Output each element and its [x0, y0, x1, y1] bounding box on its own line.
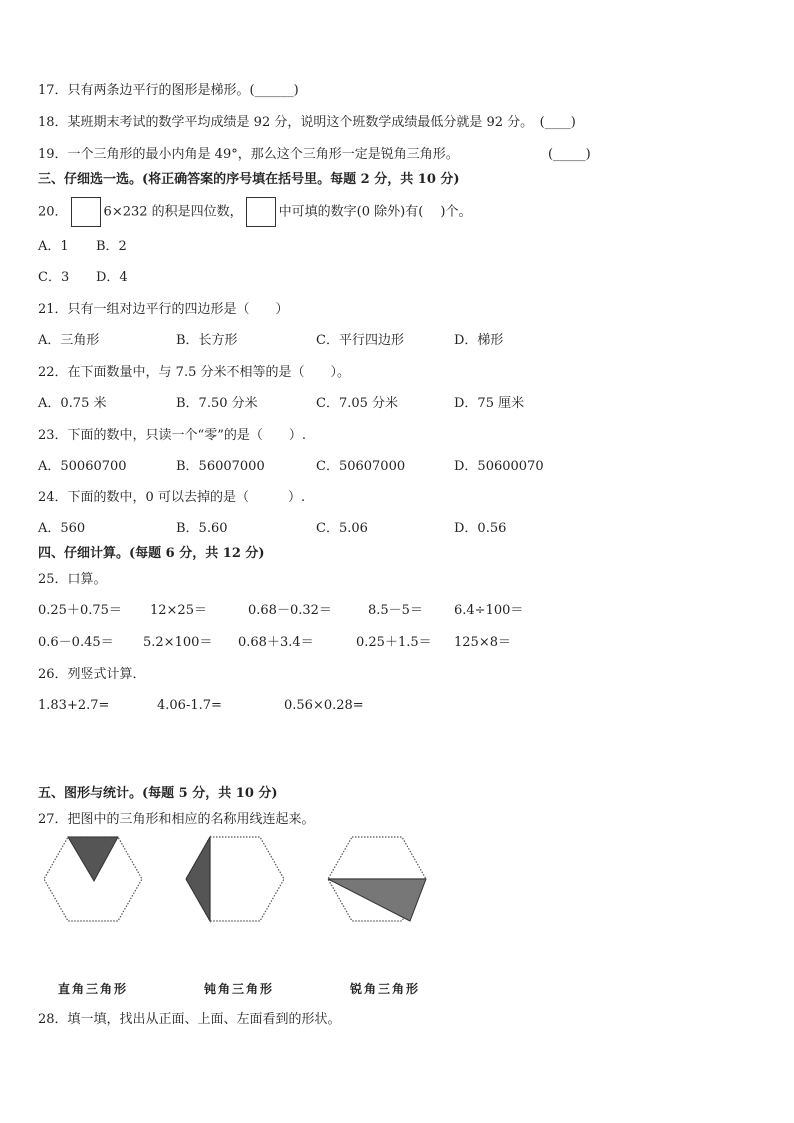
q23-option-a: A．50060700	[38, 459, 127, 474]
question-18: 18．某班期末考试的数学平均成绩是 92 分，说明这个班数学成绩最低分就是 92 分。 (____)	[38, 115, 576, 130]
q23-option-c: C．50607000	[316, 459, 406, 474]
question-20	[38, 197, 471, 228]
q20-option-d: D．4	[96, 270, 128, 285]
question-19: 19．一个三角形的最小内角是 49°，那么这个三角形一定是锐角三角形。	[38, 147, 459, 162]
q22-option-d: D．75 厘米	[454, 396, 525, 411]
calc-item: 0.25＋0.75＝	[38, 603, 122, 618]
question-22: 22．在下面数量中，与 7.5 分米不相等的是（ ）。	[38, 365, 350, 380]
q24-option-c: C．5.06	[316, 521, 368, 536]
question-21: 21．只有一组对边平行的四边形是（ ）	[38, 302, 289, 317]
section-4-heading: 四、仔细计算。(每题 6 分，共 12 分)	[38, 546, 265, 561]
figure-3	[328, 837, 426, 921]
vertical-calc-item: 4.06-1.7=	[157, 698, 222, 713]
q21-option-d: D．梯形	[454, 333, 504, 348]
label-obtuse-triangle: 钝角三角形	[204, 982, 275, 996]
section-3-heading: 三、仔细选一选。(将正确答案的序号填在括号里。每题 2 分，共 10 分)	[38, 172, 460, 187]
q22-option-c: C．7.05 分米	[316, 396, 399, 411]
q24-option-d: D．0.56	[454, 521, 507, 536]
q23-option-d: D．50600070	[454, 459, 544, 474]
question-17: 17．只有两条边平行的图形是梯形。(______)	[38, 83, 299, 98]
answer-box	[246, 197, 276, 227]
q21-option-a: A．三角形	[38, 333, 100, 348]
calc-item: 0.6－0.45＝	[38, 635, 114, 650]
calc-item: 6.4÷100＝	[454, 603, 524, 618]
section-5-heading: 五、图形与统计。(每题 5 分，共 10 分)	[38, 786, 278, 801]
question-25: 25．口算。	[38, 572, 107, 587]
calc-item: 0.68－0.32＝	[248, 603, 332, 618]
q22-option-b: B．7.50 分米	[176, 396, 258, 411]
calc-item: 0.68＋3.4＝	[238, 635, 314, 650]
question-20-mid: 6×232 的积是四位数，	[103, 204, 243, 220]
question-23: 23．下面的数中，只读一个“零”的是（ ）.	[38, 428, 306, 443]
calc-item: 125×8＝	[454, 635, 511, 650]
vertical-calc-item: 1.83+2.7=	[38, 698, 110, 713]
question-26: 26．列竖式计算．	[38, 667, 146, 682]
figure-2	[186, 837, 284, 921]
shaded-triangle-2	[186, 837, 210, 921]
question-20-number: 20．	[38, 204, 68, 220]
q23-option-b: B．56007000	[176, 459, 265, 474]
calc-item: 0.25＋1.5＝	[356, 635, 432, 650]
answer-box	[71, 197, 101, 227]
q24-option-b: B．5.60	[176, 521, 228, 536]
question-24: 24．下面的数中，0 可以去掉的是（ ）.	[38, 490, 306, 505]
question-28: 28．填一填，找出从正面、上面、左面看到的形状。	[38, 1012, 341, 1027]
q22-option-a: A．0.75 米	[38, 396, 107, 411]
q20-option-a: A．1	[38, 239, 69, 254]
question-19-blank: (_____)	[548, 147, 591, 162]
figure-1	[44, 837, 142, 921]
vertical-calc-item: 0.56×0.28=	[284, 698, 364, 713]
q20-option-b: B．2	[96, 239, 127, 254]
calc-item: 5.2×100＝	[143, 635, 213, 650]
label-right-triangle: 直角三角形	[58, 982, 129, 996]
calc-item: 12×25＝	[150, 603, 207, 618]
q24-option-a: A．560	[38, 521, 86, 536]
q20-option-c: C．3	[38, 270, 70, 285]
q21-option-b: B．长方形	[176, 333, 238, 348]
question-20-end: 中可填的数字(0 除外)有( )个。	[278, 204, 472, 220]
label-acute-triangle: 锐角三角形	[350, 982, 421, 996]
question-27: 27．把图中的三角形和相应的名称用线连起来。	[38, 812, 315, 827]
q21-option-c: C．平行四边形	[316, 333, 404, 348]
calc-item: 8.5－5＝	[368, 603, 423, 618]
